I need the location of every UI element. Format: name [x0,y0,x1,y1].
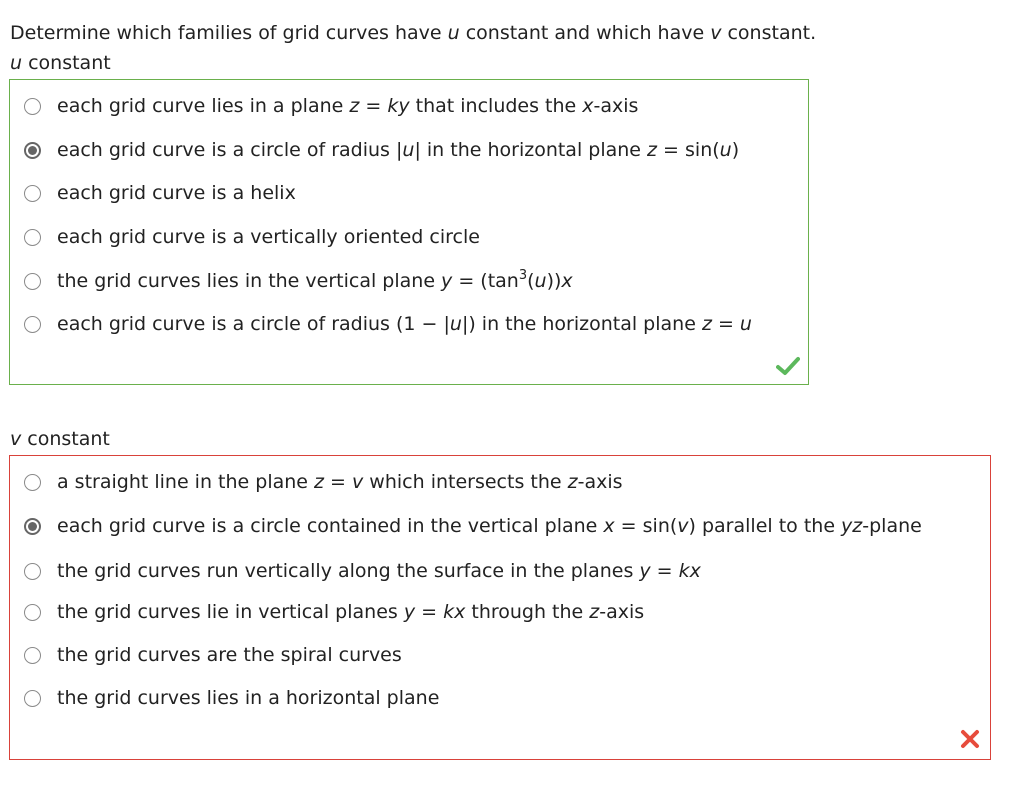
math-variable: kx [443,601,466,623]
label-text: each grid curve lies in a plane [57,95,350,117]
label-text: = [650,560,679,582]
label-text: the grid curves are the spiral curves [57,644,402,666]
v-option-1[interactable] [24,471,623,493]
radio-button[interactable] [24,518,41,535]
math-variable: x [582,95,594,117]
question-pre: Determine which families of grid curves have [10,22,448,44]
radio-button[interactable] [24,185,41,202]
label-text: ( [527,270,535,292]
label-text: -axis [593,95,639,117]
math-variable: z [349,95,360,117]
math-variable: x [603,515,615,537]
math-variable: yz [841,515,863,537]
label-text: a straight line in the plane [57,471,315,493]
question-post: constant. [721,22,817,44]
label-text: | in the horizontal plane [414,139,648,161]
label-text: that includes the [409,95,583,117]
label-text: ) [731,139,740,161]
u-option-1[interactable] [24,95,638,117]
math-variable: u [739,313,752,335]
math-variable: y [639,560,651,582]
label-text: = [359,95,388,117]
label-text: )) [546,270,562,292]
u-option-5[interactable] [24,270,573,292]
option-label [57,95,638,117]
math-variable: u [402,139,415,161]
math-variable: z [647,139,658,161]
option-label [57,687,439,709]
question-text [10,22,816,44]
radio-button[interactable] [24,316,41,333]
label-text: -axis [599,601,645,623]
label-text: = (tan [452,270,519,292]
label-text: each grid curve is a helix [57,182,296,204]
v-options-box [9,455,991,760]
question-var-u: u [447,22,460,44]
math-variable: kx [678,560,701,582]
label-text: the grid curves run vertically along the surface in the planes [57,560,640,582]
option-label [57,515,922,537]
u-label-text: constant [22,52,111,74]
math-variable: v [352,471,364,493]
option-label [57,560,701,582]
radio-button[interactable] [24,563,41,580]
label-text: each grid curve is a circle of radius (1 − | [57,313,450,335]
question-mid: constant and which have [459,22,711,44]
radio-button[interactable] [24,142,41,159]
label-text: = sin( [614,515,678,537]
radio-button[interactable] [24,647,41,664]
radio-button[interactable] [24,229,41,246]
math-variable: v [677,515,689,537]
math-variable: z [567,471,578,493]
math-variable: y [441,270,453,292]
math-variable: u [534,270,547,292]
math-variable: u [719,139,732,161]
math-variable: z [314,471,325,493]
v-option-2[interactable] [24,515,922,537]
option-label [57,270,573,292]
option-label [57,139,739,161]
label-text: through the [465,601,590,623]
label-text: each grid curve is a circle of radius | [57,139,403,161]
u-option-2[interactable] [24,139,739,161]
u-option-6[interactable] [24,313,752,335]
v-label-text: constant [21,428,110,450]
label-text: = sin( [657,139,720,161]
superscript: 3 [518,268,528,283]
label-text: each grid curve is a vertically oriented circle [57,226,480,248]
option-label [57,644,402,666]
u-options-box [9,79,809,385]
v-option-6[interactable] [24,687,439,709]
label-text: which intersects the [363,471,568,493]
option-label [57,471,623,493]
question-var-v: v [710,22,722,44]
label-text: = [711,313,740,335]
option-label [57,601,644,623]
label-text: the grid curves lies in the vertical plane [57,270,442,292]
v-constant-label [10,428,110,450]
u-option-4[interactable] [24,226,480,248]
math-variable: y [403,601,416,623]
label-text: the grid curves lies in a horizontal plane [57,687,440,709]
math-variable: u [449,313,462,335]
radio-button[interactable] [24,604,41,621]
u-option-3[interactable] [24,182,296,204]
label-text: -axis [577,471,623,493]
math-variable: x [561,270,573,292]
check-icon [776,356,800,376]
v-option-5[interactable] [24,644,402,666]
option-label [57,182,296,204]
radio-button[interactable] [24,474,41,491]
math-variable: ky [387,95,410,117]
radio-button[interactable] [24,98,41,115]
math-variable: z [701,313,712,335]
label-text: the grid curves lie in vertical planes [57,601,404,623]
label-text: -plane [862,515,922,537]
u-label-var: u [10,52,23,74]
v-option-4[interactable] [24,601,644,623]
radio-button[interactable] [24,690,41,707]
label-text: |) in the horizontal plane [461,313,702,335]
v-label-var: v [10,428,22,450]
label-text: = [415,601,444,623]
cross-icon [960,729,980,749]
label-text: = [324,471,353,493]
option-label [57,226,480,248]
label-text: ) parallel to the [688,515,842,537]
v-option-3[interactable] [24,560,701,582]
u-constant-label [10,52,111,74]
radio-button[interactable] [24,273,41,290]
label-text: each grid curve is a circle contained in the vertical plane [57,515,604,537]
option-label [57,313,752,335]
math-variable: z [589,601,600,623]
